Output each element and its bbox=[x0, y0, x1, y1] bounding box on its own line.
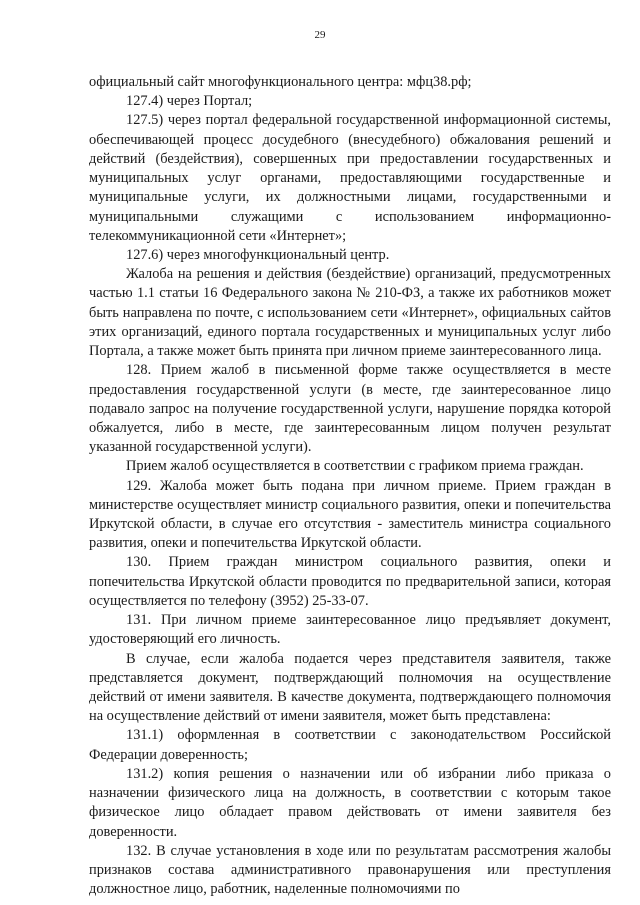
paragraph-131-2: 131.2) копия решения о назначении или об избрании либо приказа о назначении физического лица на должность, в соответствии с которым такое физическое лицо обладает правом действовать от имени заявителя без доверенности. bbox=[89, 765, 611, 840]
paragraph-130: 130. Прием граждан министром социального развития, опеки и попечительства Иркутской области проводится по предварительной записи, которая осуществляется по телефону (3952) 25-33-07. bbox=[89, 554, 611, 609]
paragraph-127-4: 127.4) через Портал; bbox=[126, 93, 253, 110]
paragraph-representative: В случае, если жалоба подается через представителя заявителя, также представляется документ, подтверждающий полномочия на осуществление действий от имени заявителя. В качестве документа, подтверждающего полномочия на осуществление действий от имени заявителя, может быть представлена: bbox=[89, 650, 611, 725]
page-number: 29 bbox=[314, 29, 326, 41]
paragraph-132: 132. В случае установления в ходе или по результатам рассмотрения жалобы признаков состава административного правонарушения или преступления должностное лицо, работник, наделенные полномочиями по bbox=[89, 842, 611, 898]
paragraph-site-address: официальный сайт многофункционального центра: мфц38.рф; bbox=[89, 74, 472, 90]
paragraph-131-1: 131.1) оформленная в соответствии с законодательством Российской Федерации доверенность; bbox=[89, 727, 611, 763]
document-body bbox=[89, 73, 611, 899]
paragraph-131: 131. При личном приеме заинтересованное лицо предъявляет документ, удостоверяющий его личность. bbox=[89, 612, 611, 648]
paragraph-complaint-organizations: Жалоба на решения и действия (бездействие) организаций, предусмотренных частью 1.1 статьи 16 Федерального закона № 210-ФЗ, а также их работников может быть направлена по почте, с использованием сети «Интернет», официальных сайтов этих организаций, единого портала государственных и муниципальных услуг либо Портала, а также может быть принята при личном приеме заинтересованного лица. bbox=[89, 266, 611, 360]
paragraph-129: 129. Жалоба может быть подана при личном приеме. Прием граждан в министерстве осуществляет министр социального развития, опеки и попечительства Иркутской области, в случае его отсутствия - заместитель министра социального развития, опеки и попечительства Иркутской области. bbox=[89, 477, 611, 552]
paragraph-reception-schedule: Прием жалоб осуществляется в соответствии с графиком приема граждан. bbox=[126, 458, 584, 475]
paragraph-127-6: 127.6) через многофункциональный центр. bbox=[126, 246, 390, 263]
paragraph-128: 128. Прием жалоб в письменной форме также осуществляется в месте предоставления государственной услуги (в месте, где заинтересованное лицо подавало запрос на получение государственной услуги, нарушение порядка которой обжалуется, либо в месте, где заинтересованным лицом получен результат указанной государственной услуги). bbox=[89, 362, 611, 456]
paragraph-127-5: 127.5) через портал федеральной государственной информационной системы, обеспечивающей процесс досудебного (внесудебного) обжалования решений и действий (бездействия), совершенных при предоставлении государственных и муниципальных услуг органами, предоставляющими государственные и муниципальные услуги, их должностными лицами, государственными и муниципальными служащими с использованием информационно-телекоммуникационной сети «Интернет»; bbox=[89, 112, 611, 244]
